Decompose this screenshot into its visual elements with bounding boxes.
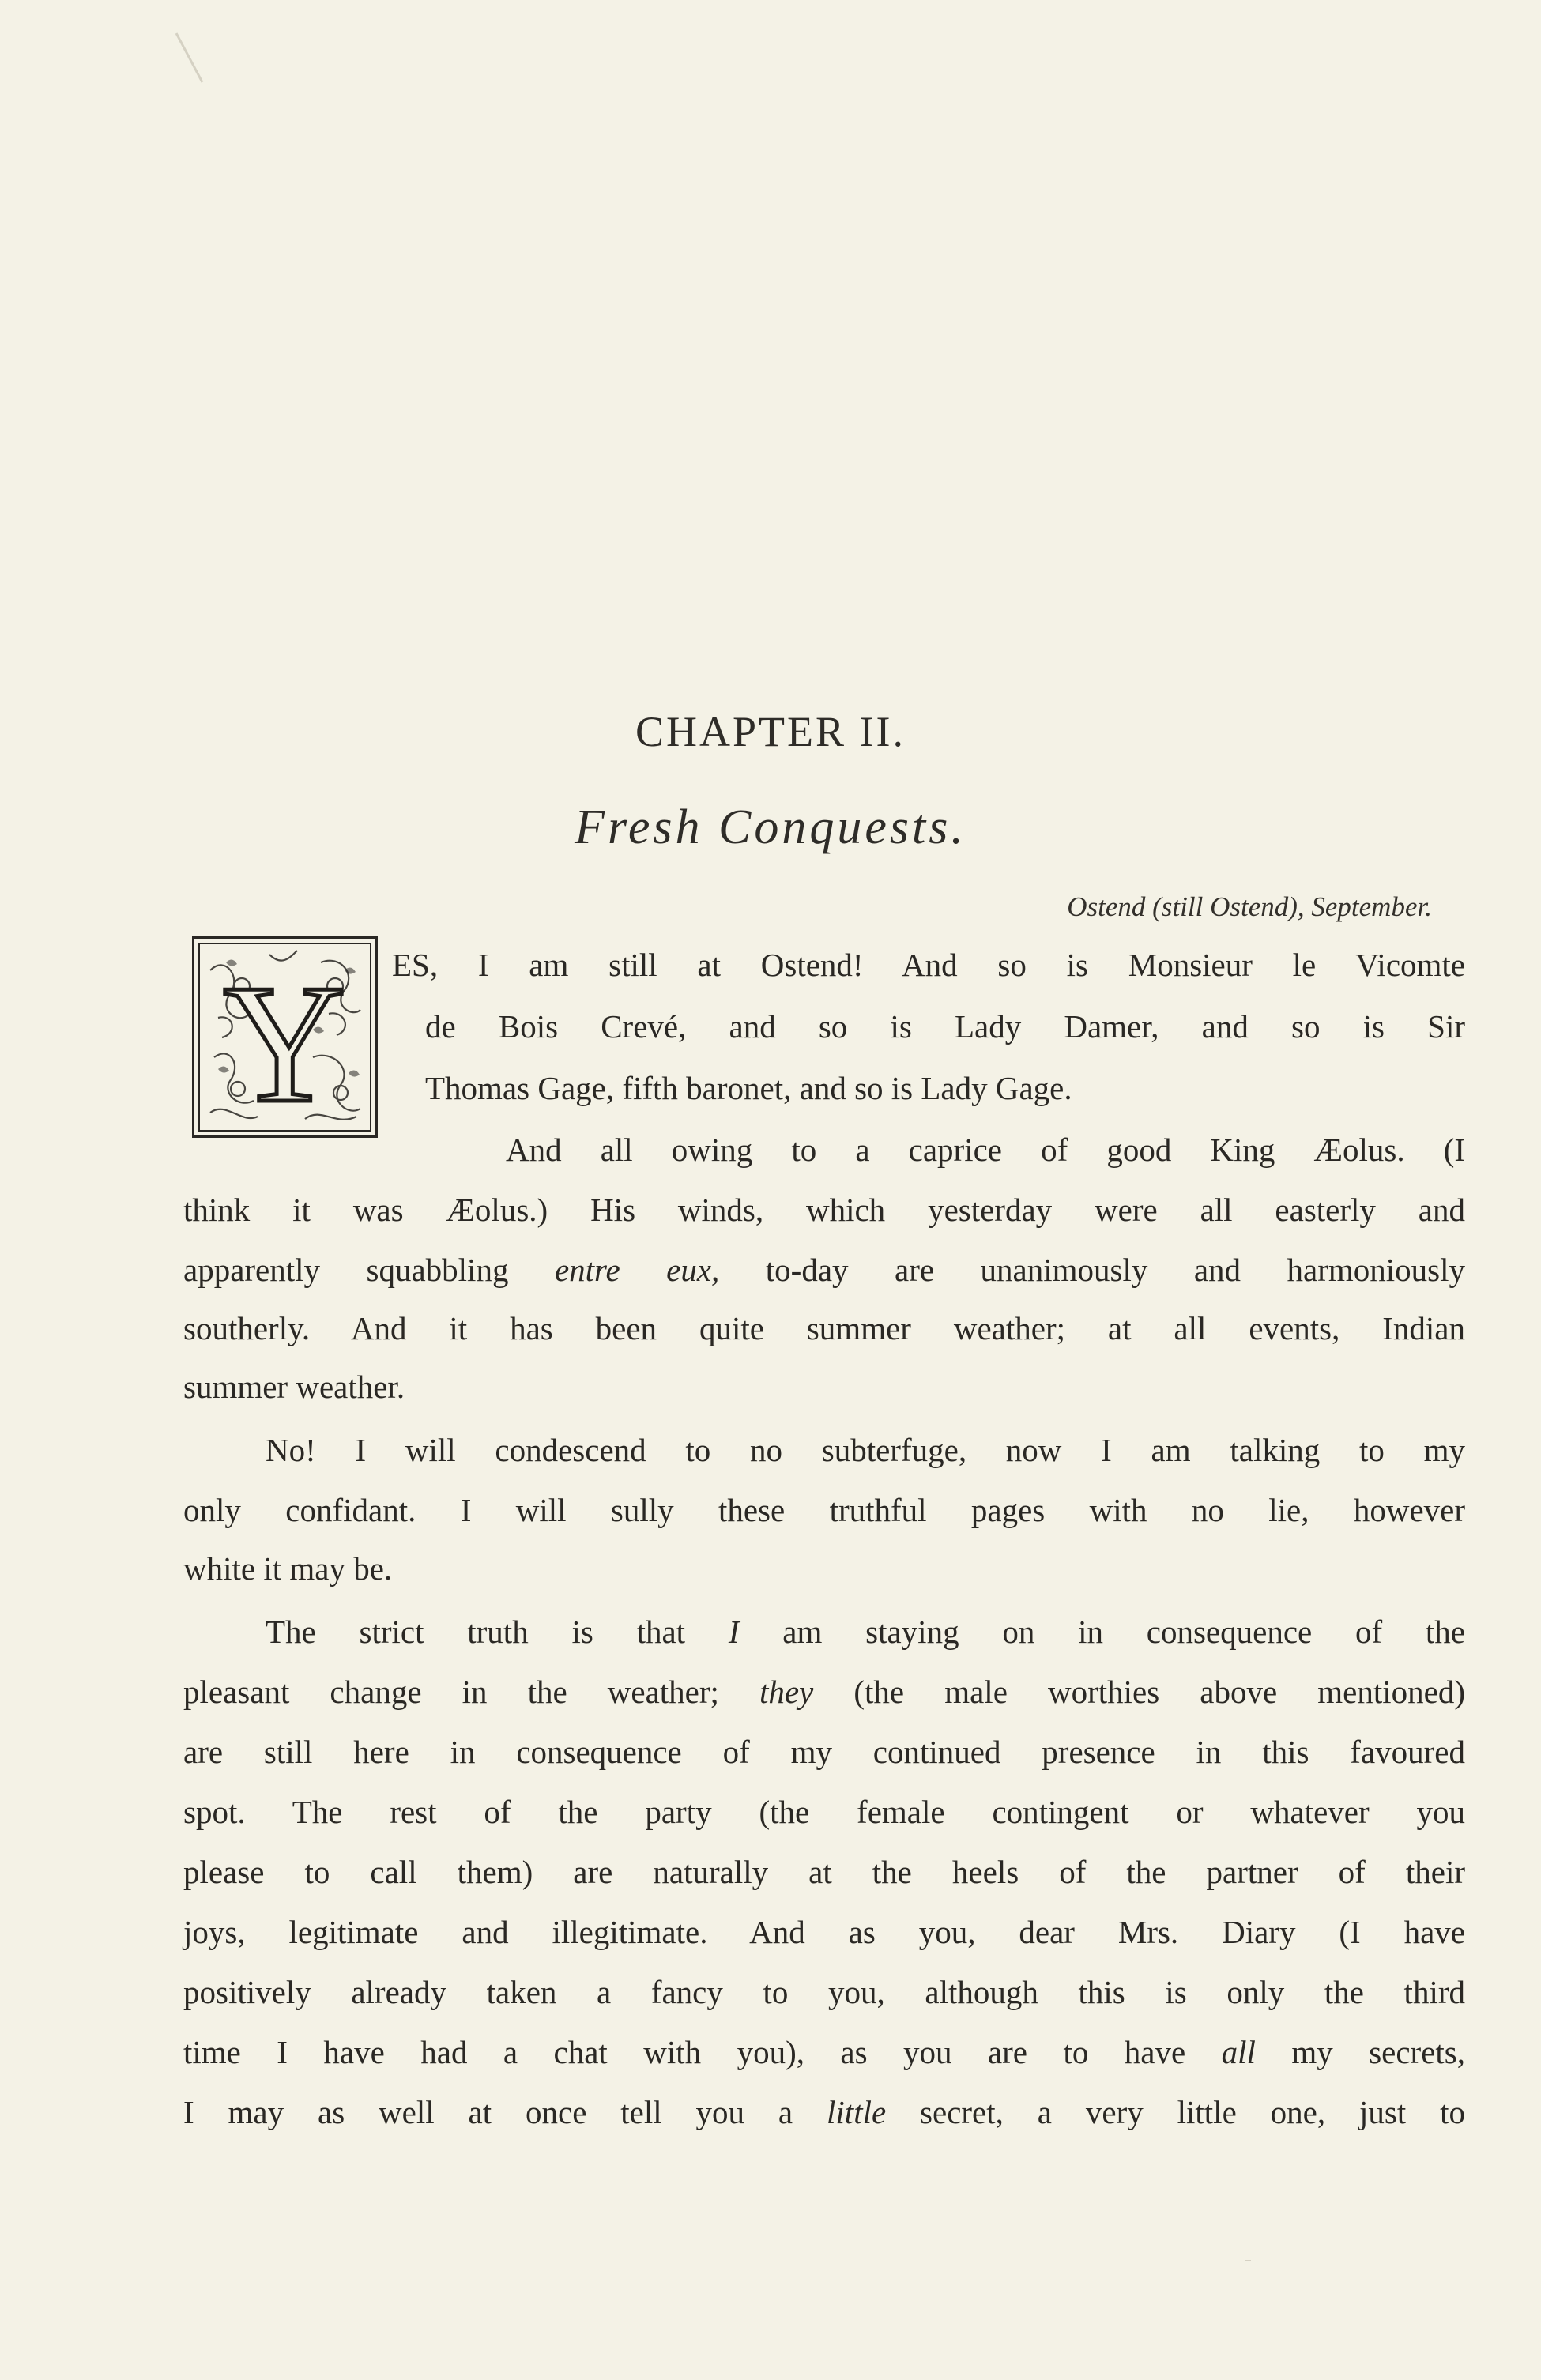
text-line-12-italic: I xyxy=(728,1614,740,1650)
text-line-3: Thomas Gage, fifth baronet, and so is Lady Gage. xyxy=(425,1070,1072,1106)
text-line-6-end: to-day are unanimously and harmoniously xyxy=(719,1252,1466,1288)
chapter-heading: CHAPTER II. xyxy=(635,708,906,755)
text-line-12-end: am staying on in consequence of the xyxy=(739,1614,1465,1650)
text-line-6-italic: entre eux, xyxy=(554,1252,720,1288)
text-line-18: positively already taken a fancy to you, although this is only the third xyxy=(183,1974,1465,2010)
text-line-6 xyxy=(183,1250,1465,1290)
text-line-9: No! I will condescend to no subterfuge, now I am talking to my xyxy=(266,1432,1465,1468)
text-line-7: southerly. And it has been quite summer weather; at all events, Indian xyxy=(183,1310,1465,1346)
text-line-20-italic: little xyxy=(827,2094,887,2130)
text-line-4 xyxy=(506,1130,1465,1169)
text-line-4-name: Æolus. xyxy=(1313,1132,1405,1168)
text-line-19-end: my secrets, xyxy=(1255,2034,1465,2070)
text-line-8: summer weather. xyxy=(183,1369,405,1405)
text-line-20-start: I may as well at once tell you a xyxy=(183,2094,827,2130)
text-line-5 xyxy=(183,1190,1465,1230)
drop-cap-foliage-image xyxy=(194,939,375,1135)
text-line-5-name: Æolus.) xyxy=(446,1192,548,1228)
paper-speck xyxy=(1245,2260,1251,2261)
text-line-5-end: His winds, which yesterday were all easterly and xyxy=(548,1192,1465,1228)
text-line-19-start: time I have had a chat with you), as you are to have xyxy=(183,2034,1222,2070)
text-line-13-end: (the male worthies above mentioned) xyxy=(813,1674,1465,1710)
text-line-2: de Bois Crevé, and so is Lady Damer, and so is Sir xyxy=(425,1008,1465,1045)
chapter-title: Fresh Conquests. xyxy=(575,800,966,854)
text-line-13 xyxy=(183,1672,1465,1712)
dateline-parenthetical: (still Ostend), xyxy=(1152,891,1305,922)
text-line-20-end: secret, a very little one, just to xyxy=(886,2094,1465,2130)
text-line-12 xyxy=(266,1612,1465,1651)
text-line-15: spot. The rest of the party (the female contingent or whatever you xyxy=(183,1794,1465,1830)
text-line-4-end: (I xyxy=(1404,1132,1465,1168)
paper-scratch xyxy=(175,32,204,82)
dateline-place: Ostend xyxy=(1067,891,1146,922)
dateline xyxy=(1067,891,1432,923)
text-line-13-italic: they xyxy=(759,1674,814,1710)
text-line-4-start: And all owing to a caprice of good King xyxy=(506,1132,1314,1168)
text-line-11: white it may be. xyxy=(183,1550,393,1587)
dateline-month: September. xyxy=(1311,891,1432,922)
text-line-19 xyxy=(183,2032,1465,2072)
text-line-14: are still here in consequence of my continued presence in this favoured xyxy=(183,1734,1465,1770)
text-line-13-start: pleasant change in the weather; xyxy=(183,1674,759,1710)
text-line-6-start: apparently squabbling xyxy=(183,1252,555,1288)
drop-cap-letter: Y xyxy=(223,949,346,1135)
text-line-17: joys, legitimate and illegitimate. And as you, dear Mrs. Diary (I have xyxy=(183,1914,1465,1950)
text-line-1: ES, I am still at Ostend! And so is Monsieur le Vicomte xyxy=(392,947,1465,983)
text-line-16: please to call them) are naturally at the heels of the partner of their xyxy=(183,1854,1465,1890)
drop-cap-ornament xyxy=(192,936,378,1138)
text-line-19-italic: all xyxy=(1221,2034,1256,2070)
text-line-12-start: The strict truth is that xyxy=(266,1614,729,1650)
text-line-10: only confidant. I will sully these truthful pages with no lie, however xyxy=(183,1492,1465,1528)
text-line-5-start: think it was xyxy=(183,1192,446,1228)
text-line-20 xyxy=(183,2092,1465,2132)
